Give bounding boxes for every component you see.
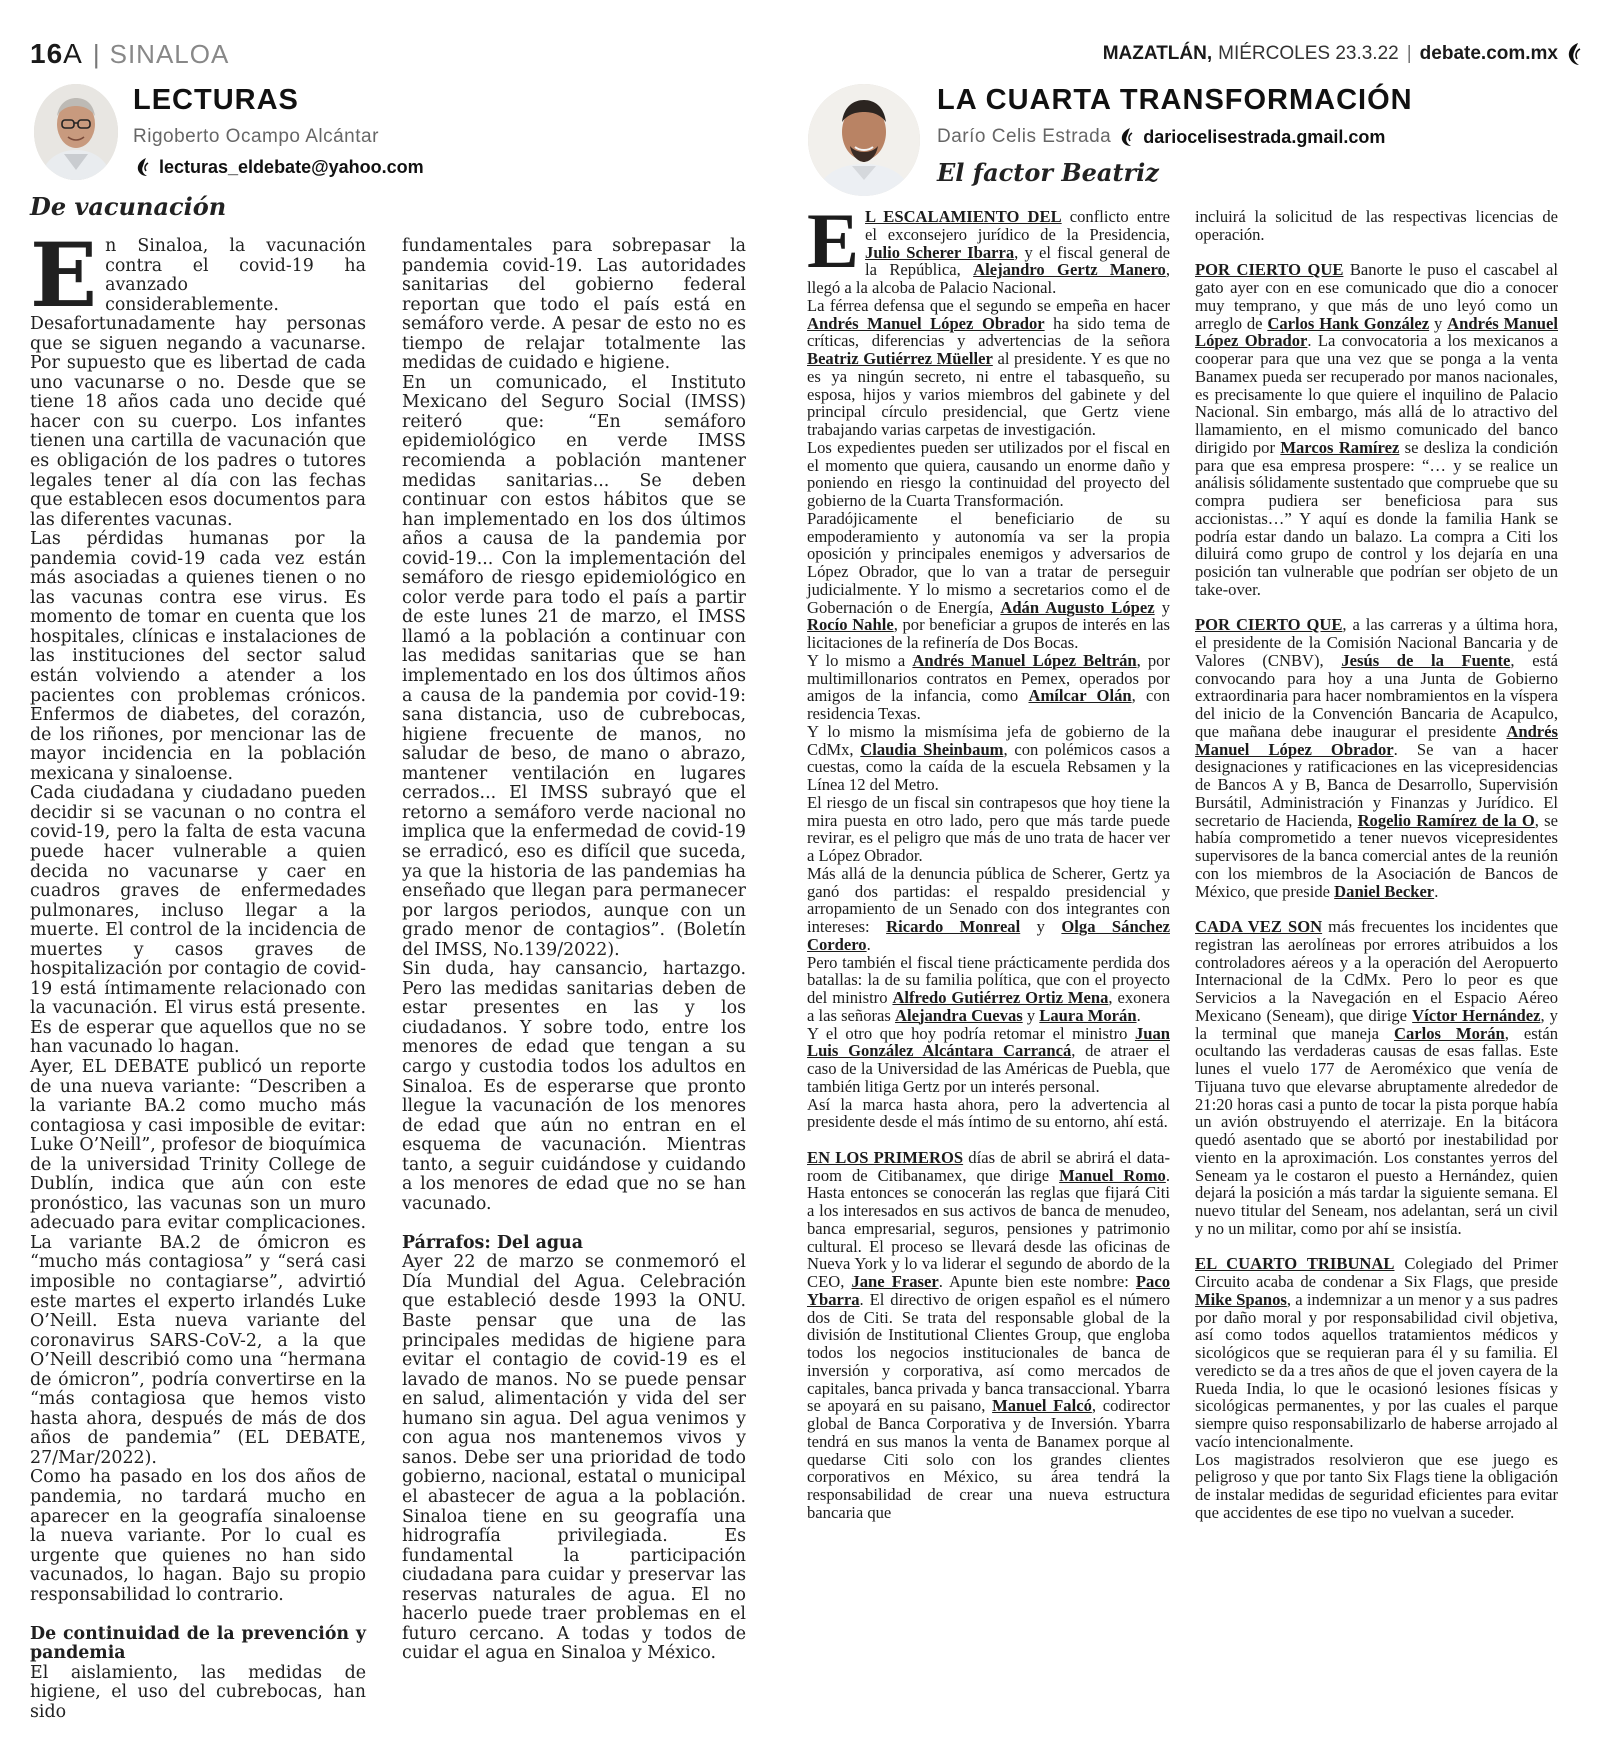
paragraph: Así la marca hasta ahora, pero la advertencia al presidente desde el más íntimo de su entorno, ahí está. <box>807 1094 1170 1132</box>
paragraph: Y el otro que hoy podría retomar el ministro Juan Luis González Alcántara Carrancá, de atraer el caso de la Universidad de las Américas de Puebla, que también litiga Gertz por un interés personal. <box>807 1023 1170 1096</box>
subheading: De continuidad de la prevención y pandemia <box>30 1623 366 1664</box>
header-divider: | <box>1406 43 1412 64</box>
paragraph: Y lo mismo la mismísima jefa de gobierno de la CdMx, Claudia Sheinbaum, con polémicos casos a cuestas, como la caída de la escuela Rebsamen y la Línea 12 del Metro. <box>807 721 1170 794</box>
paragraph: Las pérdidas humanas por la pandemia covid-19 cada vez están más asociadas a quienes tienen o no las vacunas contra ese virus. Es momento de tomar en cuenta que los hospitales, clínicas e instalaciones de las instituciones del sector salud están volviendo a atender a los pacientes con problemas crónicos. Enfermos de diabetes, del corazón, de los riñones, por mencionar las de mayor incidencia en la población mexicana y sinaloense. <box>30 529 366 784</box>
debate-logo-icon <box>133 156 155 178</box>
subheading: Párrafos: Del agua <box>402 1232 583 1253</box>
paragraph: Ayer, EL DEBATE publicó un reporte de una nueva variante: “Describen a la variante BA.2 como mucho más contagiosa y casi imposible de evitar: Luke O’Neill”, profesor de bioquímica de la universidad Trinity College de Dublín, indica que aún con este pronóstico, las vacunas son un muro adecuado para evitar complicaciones. La variante BA.2 de ómicron es “mucho más contagiosa” y “será casi imposible no contagiarse”, advirtió este martes el experto irlandés Luke O’Neill. Esta nueva variante del coronavirus SARS-CoV-2, a la que O’Neill describió como una “hermana de ómicron”, podría convertirse en la “más contagiosa que hemos visto hasta ahora, después de más de dos años de pandemia” (EL DEBATE, 27/Mar/2022). <box>30 1056 366 1468</box>
article-headline: El factor Beatriz <box>937 158 1159 187</box>
lead-in: L ESCALAMIENTO DEL <box>865 207 1062 226</box>
header-date: MIÉRCOLES 23.3.22 <box>1218 43 1399 64</box>
paragraph: En un comunicado, el Instituto Mexicano del Seguro Social (IMSS) reiteró que: “En semáforo epidemiológico en verde IMSS recomienda a población mantener medidas sanitarias... Se deben continuar con estos hábitos que se han implementado en los dos últimos años a causa de la pandemia por covid-19... Con la implementación del semáforo de riesgo epidemiológico en color verde para todo el país a partir de este lunes 21 de marzo, el IMSS llamó a la población a continuar con las medidas sanitarias que se han implementado en los dos últimos años a causa de la pandemia por covid-19: sana distancia, uso de cubrebocas, higiene frecuente de manos, no saludar de beso, de mano o abrazo, mantener ventilación en lugares cerrados... El IMSS subrayó que el retorno a semáforo verde nacional no implica que la enfermedad de covid-19 se erradicó, eso es difícil que suceda, ya que la historia de las pandemias ha enseñado que llegan para permanecer por largos periodos, aunque con un grado menor de contagios”. (Boletín del IMSS, No.139/2022). <box>402 372 746 960</box>
paragraph: Pero también el fiscal tiene prácticamente perdida dos batallas: la de su familia política, que con el proyecto del ministro Alfredo Gutiérrez Ortiz Mena, exonera a las señoras Alejandra Cuevas y Laura Morán. <box>807 952 1170 1025</box>
article-column-2 <box>1195 208 1558 1522</box>
paragraph: Más allá de la denuncia pública de Scherer, Gertz ya ganó dos partidas: el respaldo presidencial y arropamiento de un Senado con dos integrantes con intereses: Ricardo Monreal y Olga Sánchez Cordero. <box>807 863 1170 954</box>
column-title: LECTURAS <box>133 84 299 116</box>
article-column-1 <box>30 223 366 1723</box>
paragraph: EN LOS PRIMEROS días de abril se abrirá el data-room de Citibanamex, que dirige Manuel Romo. Hasta entonces se conocerán las reglas que fijará Citi a los interesados en sus activos de banca de menudeo, banca empresarial, seguros, pensiones y patrimonio cultural. El proceso se llevará desde las oficinas de Nueva York y lo va liderar el segundo de abordo de la CEO, Jane Fraser. Apunte bien este nombre: Paco Ybarra. El directivo de origen español es el número dos de Citi. Se trata del responsable global de la división de Institutional Clientes Group, que engloba todos los negocios institucionales de banca de inversión y corporativa, así como mercados de capitales, banca privada y banca transaccional. Ybarra se apoyará en su paisano, Manuel Falcó, codirector global de Banca Corporativa y de Inversión. Ybarra tendrá en sus manos la venta de Banamex porque al quedarse Citi solo con los grandes clientes corporativos en México, su área tendrá la responsabilidad de crear una nueva estructura bancaria que <box>807 1147 1171 1522</box>
paragraph: Sin duda, hay cansancio, hartazgo. Pero las medidas sanitarias deben de estar presentes en las y los ciudadanos. Y sobre todo, entre los menores de edad que tengan a su cargo y custodia todos los adultos en Sinaloa. Es de esperarse que pronto llegue la vacunación de los menores de edad que aún no entran en el esquema de vacunación. Mientras tanto, a seguir cuidándose y cuidando a los menores de edad que no se han vacunado. <box>402 959 746 1214</box>
columnist-header <box>133 84 424 178</box>
paragraph: La férrea defensa que el segundo se empeña en hacer Andrés Manuel López Obrador ha sido tema de críticas, diferencias y advertencias de la señora Beatriz Gutiérrez Müeller al presidente. Y es que no es ya ningún secreto, ni entre el tabasqueño, su esposa, hijos y varios miembros del gabinete y del principal círculo presidencial, que Gertz viene trabajando varias carpetas de investigación. <box>807 295 1171 439</box>
article-headline: De vacunación <box>30 192 227 221</box>
site-link[interactable]: debate.com.mx <box>1419 43 1558 64</box>
debate-logo-icon <box>1117 126 1139 148</box>
author-email[interactable]: dariocelisestrada.gmail.com <box>1117 126 1385 148</box>
column-title: LA CUARTA TRANSFORMACIÓN <box>937 84 1413 116</box>
drop-cap: E <box>30 223 98 327</box>
article-column-2 <box>402 237 746 1664</box>
paragraph: L ESCALAMIENTO DEL conflicto entre el exconsejero jurídico de la Presidencia, Julio Scherer Ibarra, y el fiscal general de la República, Alejandro Gertz Manero, llegó a la alcoba de Palacio Nacional. <box>807 207 1170 297</box>
page-header-left <box>30 36 229 72</box>
paragraph: Y lo mismo a Andrés Manuel López Beltrán, por multimillonarios contratos en Pemex, operados por amigos de la infancia, como Amílcar Olán, con residencia Texas. <box>807 650 1170 723</box>
paragraph: POR CIERTO QUE Banorte le puso el cascabel al gato ayer con en ese comunicado que dio a conocer muy temprano, y que más de uno leyó como un arreglo de Carlos Hank González y Andrés Manuel López Obrador. La convocatoria a los mexicanos a cooperar para que una vez que se ponga a la venta Banamex pueda ser recuperado por manos nacionales, es precisamente lo que quiere el inquilino de Palacio Nacional. Sin embargo, más allá de lo atractivo del llamamiento, en el mismo comunicado del banco dirigido por Marcos Ramírez se desliza la condición para que esa empresa prospere: “… y se realice un análisis sólidamente sustentado que compruebe que su compra pudiera ser beneficiosa para sus accionistas…” Y aquí es donde la familia Hank se podría estar dando un balazo. La compra a Citi los diluirá como grupo de control y los dejaría en una posición tan vulnerable que podrían ser objeto de un take-over. <box>1195 260 1559 599</box>
paragraph: Desafortunadamente hay personas que se siguen negando a vacunarse. Por supuesto que es libertad de cada uno vacunarse o no. Desde que se tiene 18 años cada uno decide qué hacer con su cuerpo. Los infantes tienen una cartilla de vacunación que es obligación de los padres o tutores legales tener al día con las fechas que establecen esos documentos para las diferentes vacunas. <box>30 314 366 530</box>
lead-in: POR CIERTO QUE <box>1195 615 1343 635</box>
paragraph: Los magistrados resolvieron que ese juego es peligroso y que por tanto Six Flags tiene la obligación de instalar medidas de seguridad eficientes para evitar que accidentes de ese tipo no vuelvan a suceder. <box>1195 1449 1558 1522</box>
lead-in: CADA VEZ SON <box>1195 917 1323 936</box>
paragraph: Como ha pasado en los dos años de pandemia, no tardará mucho en aparecer en la geografía sinaloense la nueva variante. Por lo cual es urgente que quienes no han sido vacunados, lo hagan. Bajo su propio responsabilidad lo contrario. <box>30 1467 366 1605</box>
author-email[interactable]: lecturas_eldebate@yahoo.com <box>133 156 424 178</box>
author-name: Rigoberto Ocampo Alcántar <box>133 126 379 147</box>
paragraph: Paradójicamente el beneficiario de su empoderamiento y autonomía va ser la propia oposición y principales enemigos y adversarios de López Obrador, que lo van a tratar de perseguir judicialmente. Y lo mismo a secretarios como el de Gobernación o de Energía, Adán Augusto López y Rocío Nahle, por beneficiar a grupos de interés en las licitaciones de la refinería de Dos Bocas. <box>807 508 1170 652</box>
paragraph: El riesgo de un fiscal sin contrapesos que hoy tiene la mira puesta en otro lado, pero que más tarde puede revirar, es el peligro que más de uno trata de hacer ver a López Obrador. <box>807 792 1170 865</box>
paragraph: POR CIERTO QUE, a las carreras y a última hora, el presidente de la Comisión Nacional Bancaria y de Valores (CNBV), Jesús de la Fuente, está convocando para hoy a una Junta de Gobierno extraordinaria para hacer nombramientos en la víspera del inicio de la Convención Bancaria de Acapulco, que mañana debe inaugurar el presidente Andrés Manuel López Obrador. Se van a hacer designaciones y ratificaciones en las vicepresidencias de Bancos A y B, Banca de Desarrollo, Supervisión Bursátil, Administración y Finanzas y Jurídico. El secretario de Hacienda, Rogelio Ramírez de la O, se había comprometido a tener nuevos vicepresidentes supervisores de la banca comercial antes de la reunión con los miembros de la Asociación de Bancos de México, que preside Daniel Becker. <box>1195 615 1558 901</box>
author-photo <box>34 84 118 180</box>
paragraph: CADA VEZ SON más frecuentes los incidentes que registran las aerolíneas por errores atribuidos a los controladores aéreos y a la operación del Aeropuerto Internacional de la CdMx. Pero lo peor es que Servicios a la Navegación en el Espacio Aéreo Mexicano (Seneam), que dirige Víctor Hernández, y la terminal que maneja Carlos Morán, están ocultando las verdaderas causas de esas fallas. Este lunes el vuelo 177 de Aeroméxico que venía de Tijuana tuvo que elevarse abruptamente alrededor de 21:20 horas casi a punto de tocar la pista porque había un avión obstruyendo el aterrizaje. En la bitácora quedó asentado que se abortó por inestabilidad por viento en la aproximación. Los constantes yerros del Seneam ya le costaron el puesto a Hernández, quien dejará la posición a más tardar la siguiente semana. El nuevo titular del Seneam, nos adelantan, será un civil y no un militar, como por ahí se insistía. <box>1195 917 1558 1238</box>
header-city: MAZATLÁN, <box>1102 43 1213 64</box>
article-column-1 <box>807 197 1171 1522</box>
section-name: SINALOA <box>109 38 230 69</box>
lead-in: EN LOS PRIMEROS <box>807 1147 964 1167</box>
drop-cap: E <box>807 197 860 284</box>
author-photo <box>808 84 920 196</box>
debate-logo-icon <box>1564 41 1582 67</box>
columnist-header <box>937 84 1413 187</box>
paragraph: EL CUARTO TRIBUNAL Colegiado del Primer Circuito acaba de condenar a Six Flags, que preside Mike Spanos, a indemnizar a un menor y a sus padres por daño moral y por responsabilidad civil objetiva, así como todos aquellos tratamientos médicos y sicológicos que se requieran para él y su familia. El veredicto se da a tres años de que el joven cayera de la Rueda India, lo que le ocasionó lesiones físicas y sicológicas permanentes, y por las cuales el parque siempre quiso responsabilizarlo de haberse arrojado al vacío intencionalmente. <box>1195 1254 1558 1451</box>
paragraph: El aislamiento, las medidas de higiene, el uso del cubrebocas, han sido <box>30 1662 366 1722</box>
page-header-right <box>1103 36 1582 72</box>
lead-in: EL CUARTO TRIBUNAL <box>1195 1254 1395 1274</box>
paragraph: fundamentales para sobrepasar la pandemia covid-19. Las autoridades sanitarias del gobierno federal reportan que todo el país está en semáforo verde. A pesar de esto no es tiempo de relajar totalmente las medidas de cuidado e higiene. <box>402 236 746 374</box>
paragraph: incluirá la solicitud de las respectivas licencias de operación. <box>1195 207 1558 244</box>
page-number: 16A <box>30 38 83 69</box>
author-name: Darío Celis Estrada <box>937 126 1112 147</box>
paragraph: Ayer 22 de marzo se conmemoró el Día Mundial del Agua. Celebración que estableció desde 1993 la ONU. Baste pensar que una de las principales medidas de higiene para evitar el contagio de covid-19 es el lavado de manos. No se puede pensar en salud, alimentación y vida del ser humano sin agua. Del agua venimos y con agua nos mantenemos vivos y sanos. Debe ser una prioridad de todo gobierno, nacional, estatal o municipal el abastecer de agua a la población. Sinaloa tiene en su geografía una hidrografía privilegiada. Es fundamental la participación ciudadana para cuidar y preservar las reservas naturales de agua. El no hacerlo puede traer problemas en el futuro cercano. A todas y todos de cuidar el agua en Sinaloa y México. <box>402 1252 746 1664</box>
header-divider: | <box>92 38 100 69</box>
paragraph: Los expedientes pueden ser utilizados por el fiscal en el momento que quiera, causando un enorme daño y poniendo en riesgo la continuidad del proyecto del gobierno de la Cuarta Transformación. <box>807 437 1170 510</box>
paragraph: Cada ciudadana y ciudadano pueden decidir si se vacunan o no contra el covid-19, pero la falta de esta vacuna puede hacer vulnerable a quien decida no vacunarse y caer en cuadros graves de enfermedades pulmonares, incluso llegar a la muerte. El control de la incidencia de muertes y casos graves de hospitalización por contagio de covid-19 está íntimamente relacionado con la vacunación. El virus está presente. Es de esperar que aquellos que no se han vacunado lo hagan. <box>30 783 366 1058</box>
lead-in: POR CIERTO QUE <box>1195 260 1344 280</box>
paragraph: n Sinaloa, la vacunación contra el covid-19 ha avanzado considerablemente. <box>105 236 366 315</box>
